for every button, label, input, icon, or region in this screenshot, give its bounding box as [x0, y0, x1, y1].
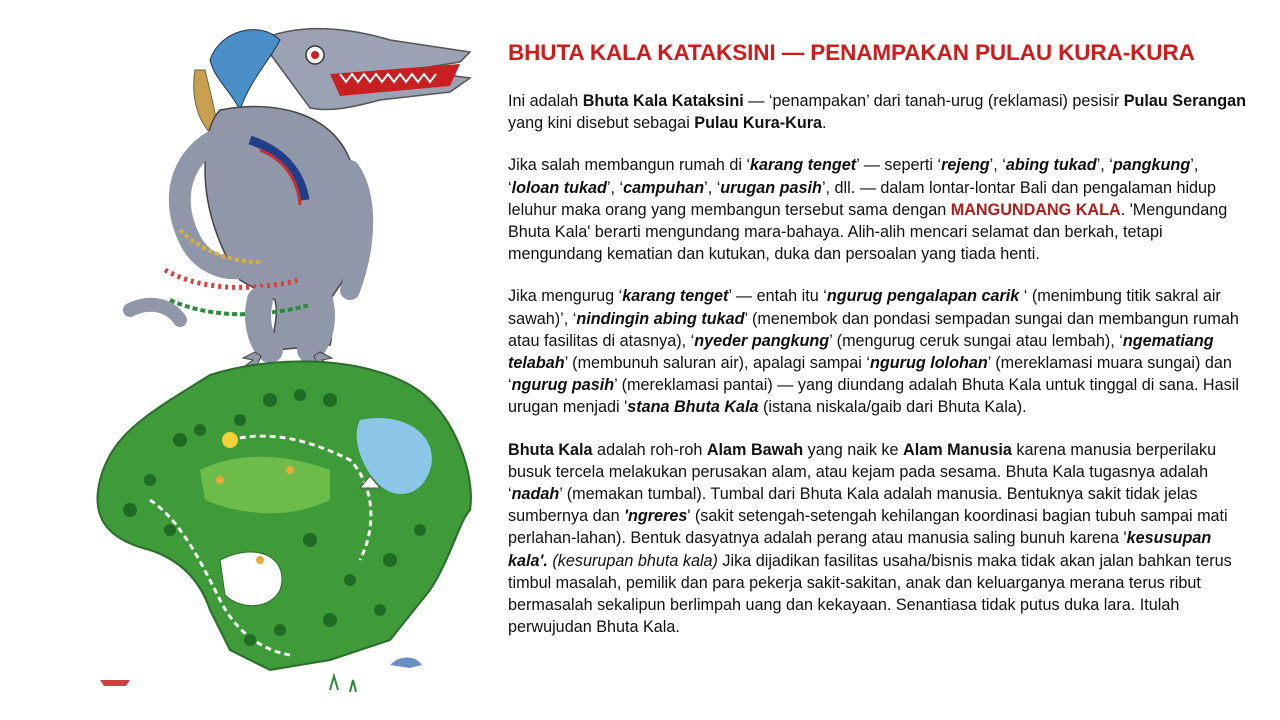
- dolphin-icon: [390, 658, 422, 669]
- text-panel: [508, 40, 1248, 658]
- sun-icon: [222, 432, 238, 448]
- paragraph-bhuta-kala: Bhuta Kala adalah roh-roh Alam Bawah yang naik ke Alam Manusia karena manusia berperilaku busuk tercela melakukan perusakan alam, atau kejam pada sesama. Bhuta Kala tugasnya adalah ‘nadah’ (memakan tumbal). Tumbal dari Bhuta Kala adalah manusia. Bentuknya sakit tidak jelas sumbernya dan 'ngreres' (sakit setengah-setengah kehilangan koordinasi bagian tubuh sampai mati perlahan-lahan). Bentuk dasyatnya adalah perang atau manusia saling bunuh karena 'kesusupan kala'. (kesurupan bhuta kala) Jika dijadikan fasilitas usaha/bisnis maka tidak akan jalan bahkan terus timbul masalah, pemilik dan para pekerja sakit-sakitan, anak dan keluarganya merana terus ribut bermasalah sekalipun berlimpah uang dan kekayaan. Senantiasa tidak putus duka lara. Itulah perwujudan Bhuta Kala.: [508, 440, 1232, 637]
- page-title: BHUTA KALA KATAKSINI — PENAMPAKAN PULAU KURA-KURA: [508, 40, 1195, 65]
- demon-crown: [210, 30, 280, 110]
- seaweed-icon: [330, 676, 356, 692]
- paragraph-mengurug: Jika mengurug ‘karang tenget’ — entah itu ‘ngurug pengalapan carik ‘ (menimbung titik sakral air sawah)’, ‘nindingin abing tukad’ (menembok dan pondasi sempadan sungai dan membangun rumah atau fasilitas di atasnya), ‘nyeder pangkung’ (mengurug ceruk sungai atau lembah), ‘ngematiang telabah’ (membunuh saluran air), apalagi sampai ‘ngurug lolohan’ (mereklamasi muara sungai) dan ‘ngurug pasih’ (mereklamasi pantai) — yang diundang adalah Bhuta Kala untuk tinggal di sana. Hasil urugan menjadi 'stana Bhuta Kala (istana niskala/gaib dari Bhuta Kala).: [508, 287, 1239, 417]
- island-map: [97, 361, 470, 692]
- bhuta-kala-figure: [130, 29, 470, 366]
- paragraph-karang-tenget: Jika salah membangun rumah di ‘karang tenget’ — seperti ‘rejeng’, ‘abing tukad’, ‘pangkung’, ‘loloan tukad’, ‘campuhan’, ‘urugan pasih’, dll. — dalam lontar-lontar Bali dan pengalaman hidup leluhur maka orang yang membangun tersebut sama dengan MANGUNDANG KALA. 'Mengundang Bhuta Kala' berarti mengundang mara-bahaya. Alih-alih mencari selamat dan berkah, tetapi mengundang kematian dan kutukan, duka dan persoalan yang tiada henti.: [508, 156, 1228, 264]
- demon-legs: [258, 300, 270, 350]
- emphasis-mangundang-kala: MANGUNDANG KALA: [950, 200, 1121, 219]
- island-landmass: [97, 361, 470, 670]
- paragraph-intro: Ini adalah Bhuta Kala Kataksini — ‘penampakan’ dari tanah-urug (reklamasi) pesisir Pulau Serangan yang kini disebut sebagai Pulau Kura-Kura.: [508, 92, 1247, 133]
- illustration-svg: [30, 0, 480, 720]
- illustration-panel: [30, 0, 480, 720]
- ship-icon: [100, 680, 130, 686]
